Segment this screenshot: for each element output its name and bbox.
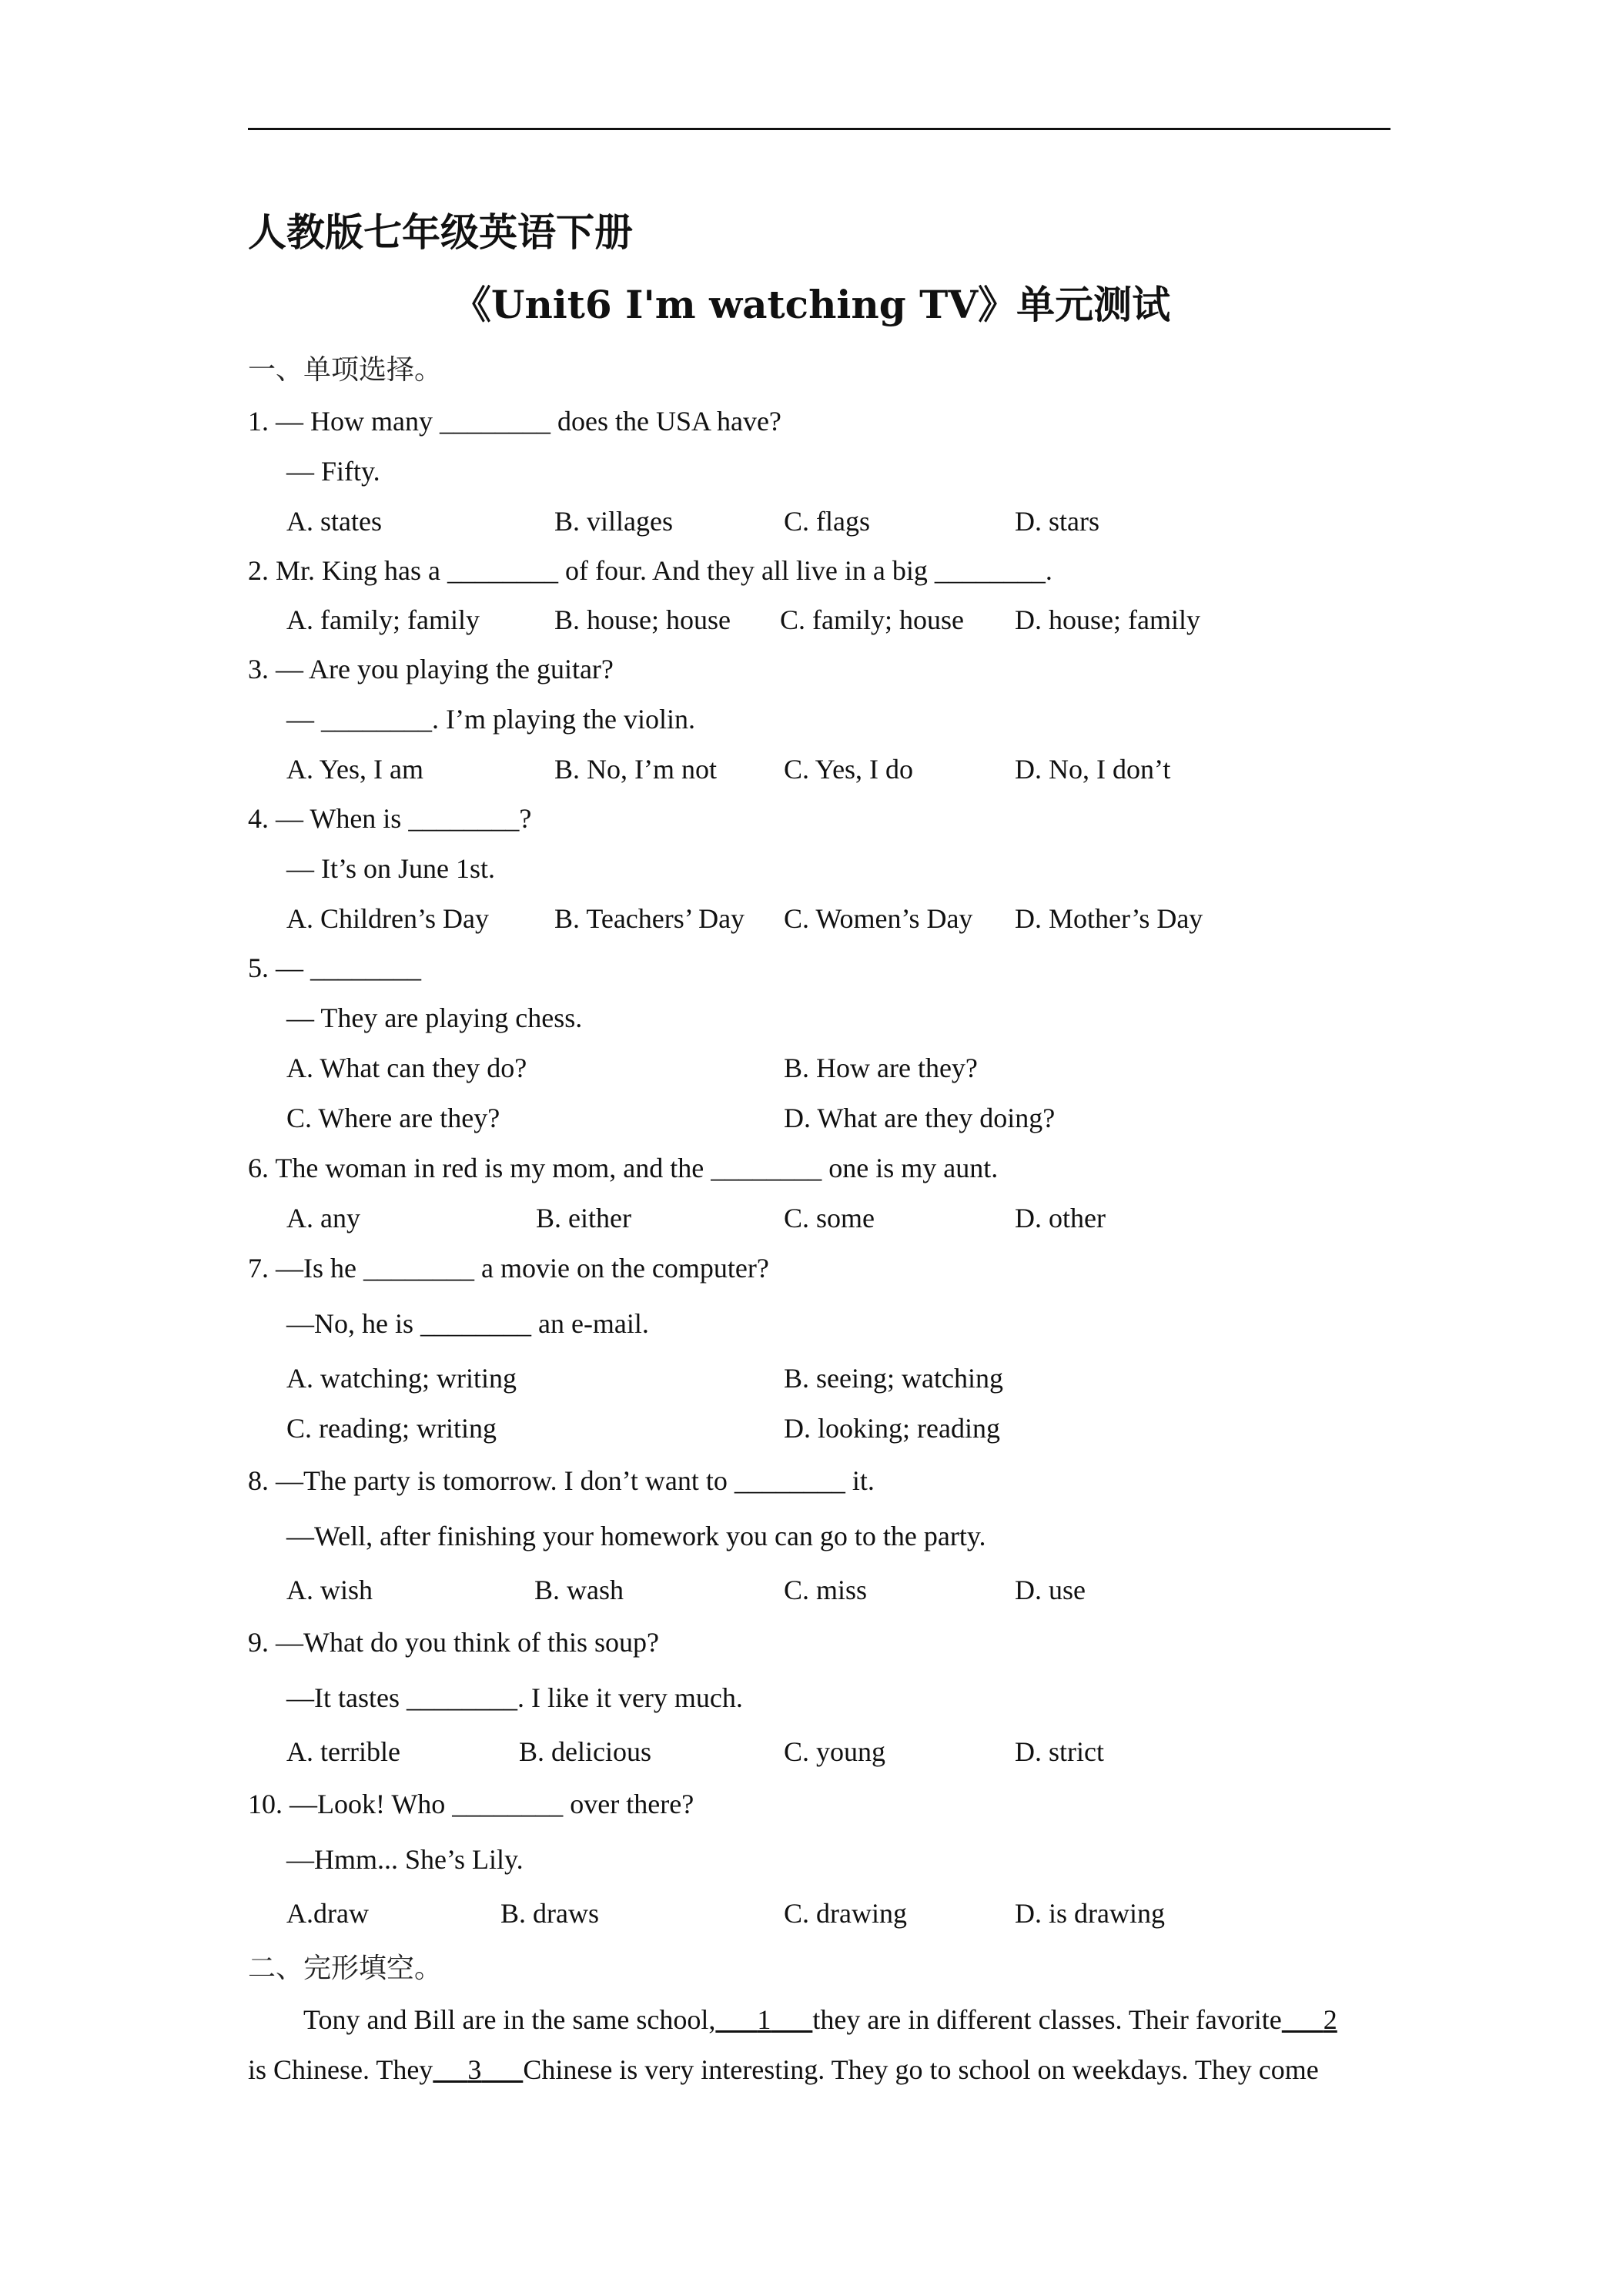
question-4-option-c[interactable]: C. Women’s Day bbox=[784, 903, 973, 934]
cloze-text: they are in different classes. Their favorite bbox=[812, 2004, 1282, 2035]
question-3-option-d[interactable]: D. No, I don’t bbox=[1015, 754, 1171, 785]
question-2-option-c[interactable]: C. family; house bbox=[780, 604, 964, 635]
question-3-option-b[interactable]: B. No, I’m not bbox=[554, 754, 717, 785]
question-7-option-b[interactable]: B. seeing; watching bbox=[784, 1363, 1003, 1394]
question-5-reply: — They are playing chess. bbox=[286, 1002, 583, 1033]
question-5-stem: 5. — ________ bbox=[248, 952, 421, 983]
question-2-option-d[interactable]: D. house; family bbox=[1015, 604, 1200, 635]
question-4-option-d[interactable]: D. Mother’s Day bbox=[1015, 903, 1203, 934]
question-6-option-c[interactable]: C. some bbox=[784, 1203, 875, 1233]
question-1-stem: 1. — How many ________ does the USA have? bbox=[248, 406, 781, 437]
cloze-blank-3[interactable]: 3 bbox=[467, 2054, 482, 2085]
question-3-option-c[interactable]: C. Yes, I do bbox=[784, 754, 914, 785]
question-2-option-a[interactable]: A. family; family bbox=[286, 604, 480, 635]
question-6-option-b[interactable]: B. either bbox=[536, 1203, 631, 1233]
question-8-reply: —Well, after finishing your homework you can go to the party. bbox=[286, 1521, 986, 1551]
question-9-option-a[interactable]: A. terrible bbox=[286, 1736, 400, 1767]
question-10-option-b[interactable]: B. draws bbox=[500, 1898, 599, 1929]
question-5-option-c[interactable]: C. Where are they? bbox=[286, 1103, 500, 1133]
question-9-option-c[interactable]: C. young bbox=[784, 1736, 886, 1767]
question-1-reply: — Fifty. bbox=[286, 456, 380, 487]
question-6-option-d[interactable]: D. other bbox=[1015, 1203, 1106, 1233]
cloze-text: is Chinese. They bbox=[248, 2054, 433, 2085]
question-8-option-c[interactable]: C. miss bbox=[784, 1575, 868, 1605]
question-8-option-a[interactable]: A. wish bbox=[286, 1575, 373, 1605]
question-7-reply: —No, he is ________ an e-mail. bbox=[286, 1308, 649, 1339]
question-1-option-b[interactable]: B. villages bbox=[554, 506, 673, 537]
question-5-option-d[interactable]: D. What are they doing? bbox=[784, 1103, 1056, 1133]
question-9-option-d[interactable]: D. strict bbox=[1015, 1736, 1104, 1767]
header-rule bbox=[248, 128, 1390, 130]
unit-title: 《Unit6 I'm watching TV》单元测试 bbox=[452, 282, 1171, 327]
question-5-option-b[interactable]: B. How are they? bbox=[784, 1053, 978, 1083]
question-6-stem: 6. The woman in red is my mom, and the ________ one is my aunt. bbox=[248, 1153, 999, 1183]
cloze-paragraph-line-2 bbox=[248, 2053, 1319, 2086]
section-1-title: 一、单项选择。 bbox=[248, 354, 443, 386]
cloze-text: Chinese is very interesting. They go to school on weekdays. They come bbox=[523, 2054, 1319, 2085]
question-8-option-b[interactable]: B. wash bbox=[534, 1575, 624, 1605]
question-2-option-b[interactable]: B. house; house bbox=[554, 604, 731, 635]
question-3-option-a[interactable]: A. Yes, I am bbox=[286, 754, 424, 785]
question-4-reply: — It’s on June 1st. bbox=[286, 853, 496, 884]
section-2-title: 二、完形填空。 bbox=[248, 1953, 443, 1984]
question-3-stem: 3. — Are you playing the guitar? bbox=[248, 654, 614, 684]
cloze-text: Tony and Bill are in the same school, bbox=[303, 2004, 716, 2035]
question-3-reply: — ________. I’m playing the violin. bbox=[286, 704, 695, 735]
question-9-stem: 9. —What do you think of this soup? bbox=[248, 1627, 659, 1658]
question-1-option-d[interactable]: D. stars bbox=[1015, 506, 1099, 537]
question-6-option-a[interactable]: A. any bbox=[286, 1203, 360, 1233]
question-5-option-a[interactable]: A. What can they do? bbox=[286, 1053, 527, 1083]
question-4-option-a[interactable]: A. Children’s Day bbox=[286, 903, 489, 934]
question-8-option-d[interactable]: D. use bbox=[1015, 1575, 1086, 1605]
question-10-option-d[interactable]: D. is drawing bbox=[1015, 1898, 1165, 1929]
cloze-paragraph-line-1 bbox=[303, 2003, 1337, 2036]
question-4-option-b[interactable]: B. Teachers’ Day bbox=[554, 903, 745, 934]
cloze-blank-2[interactable]: 2 bbox=[1323, 2004, 1337, 2035]
question-10-option-c[interactable]: C. drawing bbox=[784, 1898, 907, 1929]
question-10-reply: —Hmm... She’s Lily. bbox=[286, 1844, 524, 1875]
question-7-option-d[interactable]: D. looking; reading bbox=[784, 1413, 1000, 1444]
question-1-option-a[interactable]: A. states bbox=[286, 506, 382, 537]
question-7-option-c[interactable]: C. reading; writing bbox=[286, 1413, 497, 1444]
question-4-stem: 4. — When is ________? bbox=[248, 803, 532, 834]
question-7-stem: 7. —Is he ________ a movie on the computer? bbox=[248, 1253, 769, 1284]
question-10-option-a[interactable]: A.draw bbox=[286, 1898, 369, 1929]
question-9-option-b[interactable]: B. delicious bbox=[519, 1736, 651, 1767]
question-7-option-a[interactable]: A. watching; writing bbox=[286, 1363, 517, 1394]
question-8-stem: 8. —The party is tomorrow. I don’t want to ________ it. bbox=[248, 1465, 875, 1496]
question-9-reply: —It tastes ________. I like it very much. bbox=[286, 1682, 743, 1713]
document-title: 人教版七年级英语下册 bbox=[248, 209, 633, 255]
question-2-stem: 2. Mr. King has a ________ of four. And they all live in a big ________. bbox=[248, 555, 1052, 586]
question-1-option-c[interactable]: C. flags bbox=[784, 506, 870, 537]
cloze-blank-1[interactable]: 1 bbox=[757, 2004, 771, 2035]
question-10-stem: 10. —Look! Who ________ over there? bbox=[248, 1789, 694, 1819]
